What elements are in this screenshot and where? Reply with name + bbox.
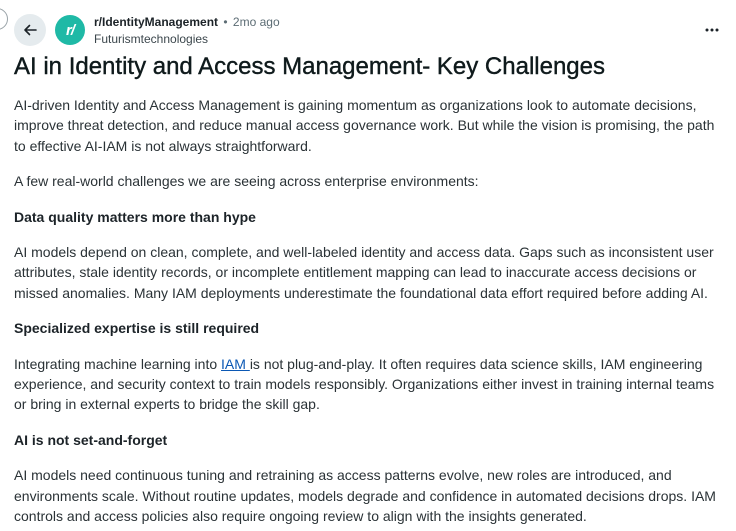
avatar-glyph: r/: [65, 21, 74, 39]
section-text-maintenance: AI models need continuous tuning and retraining as access patterns evolve, new roles are introduced, and environments scale. Without routine updates, models degrade and confidence in automated decisions drops. IAM controls and access policies also require ongoing review to align with the insights generated.: [14, 467, 716, 525]
section-text-data-quality: AI models depend on clean, complete, and well-labeled identity and access data. Gaps such as inconsistent user attributes, stale identity records, or incomplete entitlement mapping can lead to inaccurate access decisions or missed anomalies. Many IAM deployments underestimate the foundational data effort required before adding AI.: [14, 244, 714, 301]
post-meta: [94, 14, 280, 47]
intro-paragraph: AI-driven Identity and Access Management is gaining momentum as organizations look to automate decisions, improve threat detection, and reduce manual access governance work. But while the vision is promising, the path to effective AI-IAM is not always straightforward.: [14, 97, 715, 154]
arrow-left-icon: [22, 22, 38, 38]
back-button[interactable]: [14, 14, 46, 46]
post-body: [14, 95, 722, 531]
text-before-link: Integrating machine learning into: [14, 355, 222, 372]
section-heading-expertise: Specialized expertise is still required: [14, 320, 260, 337]
more-options-button[interactable]: [704, 22, 720, 38]
meta-row: [94, 14, 280, 30]
meta-separator: •: [223, 15, 228, 29]
iam-link[interactable]: IAM: [221, 355, 250, 372]
more-horizontal-icon: [705, 28, 719, 32]
post-title: AI in Identity and Access Management- Key Challenges: [14, 53, 605, 80]
post-time: 2mo ago: [232, 15, 280, 29]
section-heading-data-quality: Data quality matters more than hype: [14, 208, 256, 225]
section-heading-maintenance: AI is not set-and-forget: [14, 431, 168, 448]
lead-paragraph: A few real-world challenges we are seeing across enterprise environments:: [14, 173, 479, 190]
edge-circle-fragment: [0, 8, 8, 30]
author-link[interactable]: Futurismtechnologies: [94, 32, 209, 46]
text-after-link: is not plug-and-play. It often requires data science skills, IAM engineering experience, and security context to train models responsibly. Organizations either invest in training internal teams or bring in external experts to bridge the skill gap.: [14, 355, 715, 413]
subreddit-link[interactable]: r/IdentityManagement: [94, 15, 219, 29]
section-text-expertise: [14, 354, 722, 415]
subreddit-avatar[interactable]: [55, 15, 85, 45]
